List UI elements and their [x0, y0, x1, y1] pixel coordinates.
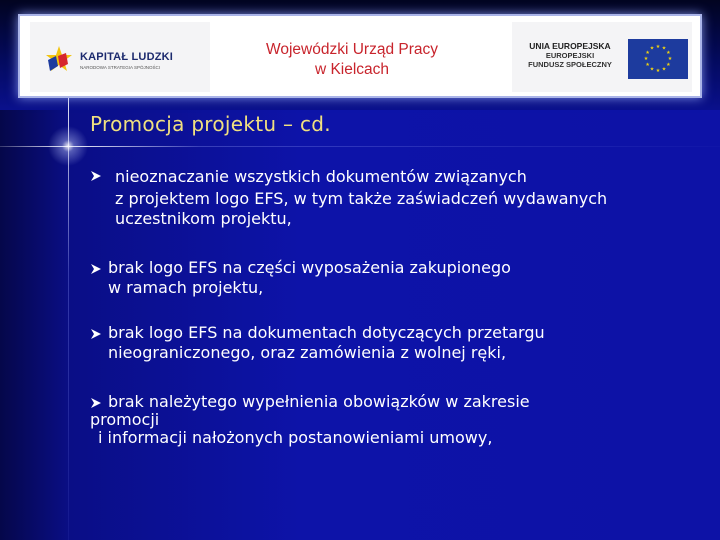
- bullet-line: brak logo EFS na części wyposażenia zakupionego: [108, 258, 511, 277]
- bullet-line: promocji: [90, 410, 160, 429]
- bullet-line: nieograniczonego, oraz zamówienia z wolnej ręki,: [108, 343, 507, 362]
- slide-title: Promocja projektu – cd.: [90, 112, 331, 136]
- eu-efs-logo: [512, 22, 692, 92]
- svg-text:★: ★: [645, 62, 650, 68]
- svg-text:★: ★: [667, 56, 673, 62]
- bullet-item-continuation: [115, 190, 607, 208]
- kapital-ludzki-logo: [30, 22, 210, 92]
- svg-text:★: ★: [643, 56, 649, 62]
- light-flare: [48, 126, 88, 166]
- bullet-item-continuation: [90, 411, 159, 429]
- bullet-line: brak logo EFS na dokumentach dotyczących przetargu: [108, 323, 545, 342]
- arrow-bullet-icon: [90, 397, 102, 409]
- svg-text:★: ★: [661, 66, 667, 73]
- kapital-ludzki-star-icon: [44, 44, 74, 74]
- svg-text:★: ★: [649, 66, 655, 73]
- svg-text:★: ★: [655, 44, 661, 50]
- office-line-1: Wojewódzki Urząd Pracy: [266, 41, 438, 58]
- eu-flag-icon: [628, 39, 688, 79]
- bullet-item-continuation: [108, 279, 263, 297]
- bullet-line: z projektem logo EFS, w tym także zaświadczeń wydawanych: [115, 189, 608, 208]
- eu-logo-text: [520, 42, 620, 69]
- bullet-line: uczestnikom projektu,: [115, 209, 292, 228]
- eu-logo-line-3: FUNDUSZ SPOŁECZNY: [528, 60, 612, 69]
- bullet-item-continuation: [108, 344, 506, 362]
- svg-text:★: ★: [645, 50, 650, 56]
- arrow-bullet-icon: [90, 263, 102, 275]
- decorative-horizontal-line: [0, 146, 720, 147]
- bullet-item: [115, 168, 527, 186]
- svg-text:★: ★: [666, 62, 671, 68]
- bullet-item-continuation: [98, 429, 492, 447]
- arrow-bullet-icon: [90, 328, 102, 340]
- bullet-item: [108, 393, 530, 411]
- kapital-ludzki-title: KAPITAŁ LUDZKI: [80, 51, 174, 63]
- bullet-item-continuation: [115, 210, 292, 228]
- svg-text:★: ★: [666, 50, 671, 56]
- eu-logo-line-2: EUROPEJSKI: [545, 51, 595, 60]
- svg-text:★: ★: [649, 45, 655, 52]
- header-banner: [18, 14, 702, 98]
- svg-text:★: ★: [661, 45, 667, 52]
- office-line-2: w Kielcach: [314, 61, 390, 78]
- bullet-line: i informacji nałożonych postanowieniami umowy,: [98, 428, 493, 447]
- bullet-item: [108, 259, 511, 277]
- svg-text:★: ★: [655, 68, 661, 74]
- eu-logo-line-1: UNIA EUROPEJSKA: [529, 41, 611, 51]
- kapital-ludzki-subtitle: NARODOWA STRATEGIA SPÓJNOŚCI: [80, 65, 161, 70]
- bullet-line: brak należytego wypełnienia obowiązków w zakresie: [108, 392, 530, 411]
- bullet-line: nieoznaczanie wszystkich dokumentów związanych: [115, 167, 527, 186]
- arrow-bullet-icon: [90, 170, 102, 182]
- bullet-item: [108, 324, 545, 342]
- bullet-line: w ramach projektu,: [108, 278, 264, 297]
- office-name: [232, 40, 472, 80]
